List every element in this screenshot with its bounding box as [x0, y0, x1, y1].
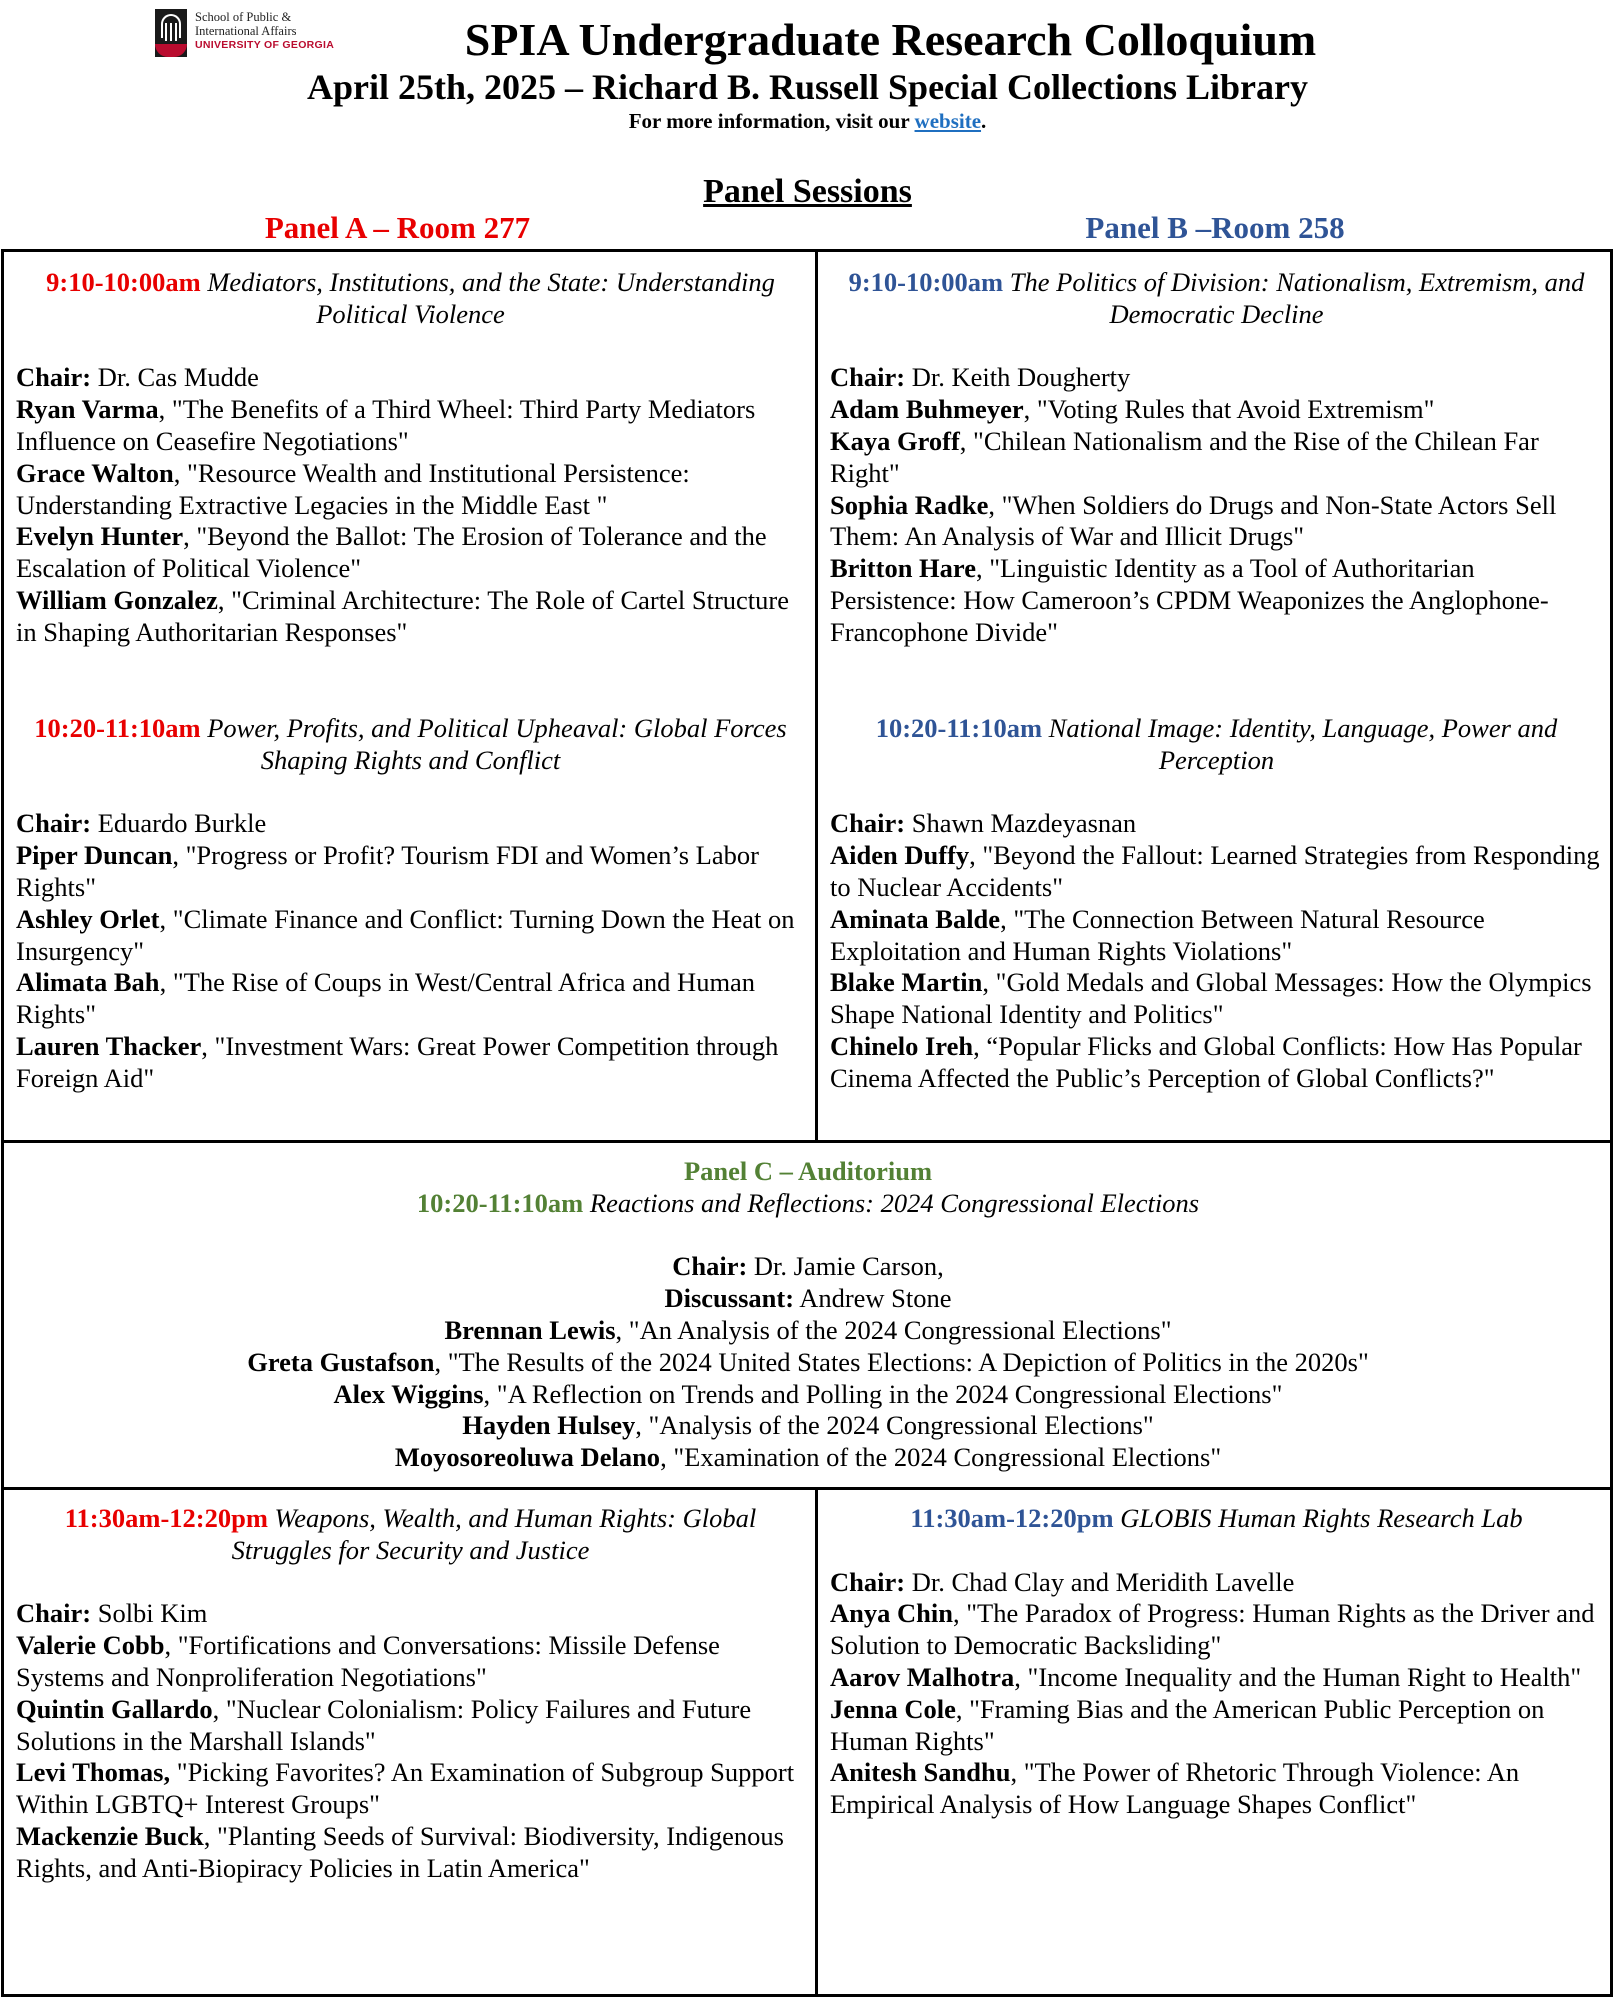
presentation-title: , "Gold Medals and Global Messages: How the Olympics Shape National Identity and Politics" — [830, 967, 1592, 1030]
presentation-title: , "Climate Finance and Conflict: Turning Down the Heat on Insurgency" — [16, 903, 795, 966]
presenter-entry — [16, 840, 805, 904]
presenter-entry — [16, 1442, 1600, 1474]
page-title-text: SPIA Undergraduate Research Colloquium — [464, 14, 1317, 65]
chair-label: Chair: — [672, 1251, 748, 1282]
session-header — [16, 1503, 805, 1567]
chair-name: Dr. Cas Mudde — [97, 362, 259, 393]
presentation-title: , "Linguistic Identity as a Tool of Authoritarian Persistence: How Cameroon’s CPDM Weaponizes the Anglophone-Francophone Divide" — [830, 553, 1549, 647]
presenter-name: Valerie Cobb — [16, 1630, 165, 1661]
presentation-title: , "Analysis of the 2024 Congressional Elections" — [635, 1410, 1154, 1441]
presenter-name: Aminata Balde — [830, 903, 1001, 934]
presentation-title: , "Planting Seeds of Survival: Biodiversity, Indigenous Rights, and Anti-Biopiracy Policies in Latin America" — [16, 1820, 784, 1883]
presenter-name: Quintin Gallardo — [16, 1693, 213, 1724]
session-topic: Weapons, Wealth, and Human Rights: Global Struggles for Security and Justice — [231, 1503, 757, 1565]
session-topic: The Politics of Division: Nationalism, Extremism, and Democratic Decline — [1009, 267, 1585, 329]
presenter-name: Ryan Varma — [16, 394, 159, 425]
presenter-entry — [830, 553, 1603, 648]
presenter-name: Evelyn Hunter — [16, 521, 184, 552]
presenter-entry — [16, 458, 805, 522]
panel-b-label: Panel B –Room 258 — [1085, 210, 1345, 245]
presenter-name: Anitesh Sandhu — [830, 1757, 1011, 1788]
presentation-title: , "The Benefits of a Third Wheel: Third Party Mediators Influence on Ceasefire Negotiations" — [16, 394, 756, 456]
more-info-period: . — [981, 109, 987, 133]
presentation-title: , "Chilean Nationalism and the Rise of the Chilean Far Right" — [830, 425, 1539, 488]
presenter-entry — [16, 904, 805, 968]
presenter-name: Hayden Hulsey — [462, 1410, 636, 1441]
chair-name: Dr. Chad Clay and Meridith Lavelle — [911, 1566, 1295, 1597]
panel-a-session-1 — [4, 267, 815, 649]
presenter-entry — [830, 1598, 1603, 1662]
presenter-name: Alex Wiggins — [333, 1378, 484, 1409]
presenter-entry — [16, 394, 805, 458]
website-link[interactable]: website — [914, 109, 982, 133]
event-date-location: April 25th, 2025 – Richard B. Russell Special Collections Library — [306, 67, 1309, 107]
presenter-name: William Gonzalez — [16, 584, 218, 615]
chair-name: Dr. Jamie Carson, — [753, 1251, 944, 1282]
presentation-title: , "Beyond the Fallout: Learned Strategies from Responding to Nuclear Accidents" — [830, 840, 1600, 902]
presentation-title: , "When Soldiers do Drugs and Non-State Actors Sell Them: An Analysis of War and Illicit Drugs" — [830, 489, 1557, 552]
logo-line-school: School of Public & — [195, 10, 292, 24]
presentation-title: , "The Connection Between Natural Resource Exploitation and Human Rights Violations" — [830, 903, 1485, 966]
page-title — [0, 14, 1615, 66]
presentation-title: , "Examination of the 2024 Congressional Elections" — [660, 1442, 1222, 1473]
session-header — [16, 1188, 1600, 1220]
grid-divider-horizontal — [4, 1487, 1610, 1490]
presenter-entry — [16, 1821, 805, 1885]
session-topic: Power, Profits, and Political Upheaval: Global Forces Shaping Rights and Conflict — [207, 713, 787, 775]
panel-b-session-2 — [818, 713, 1613, 1095]
session-topic: National Image: Identity, Language, Power and Perception — [1048, 713, 1558, 775]
panel-b-session-3 — [818, 1503, 1613, 1821]
panel-a-label: Panel A – Room 277 — [264, 210, 531, 245]
presenter-name: Jenna Cole — [830, 1693, 956, 1724]
presenter-entry — [16, 585, 805, 649]
presenter-entry — [16, 1757, 805, 1821]
chair-label: Chair: — [830, 362, 906, 393]
session-time: 11:30am-12:20pm — [64, 1503, 268, 1533]
presenter-name: Sophia Radke — [830, 489, 989, 520]
session-time: 10:20-11:10am — [416, 1187, 584, 1218]
presenter-entry — [830, 904, 1603, 968]
presentation-title: , "Progress or Profit? Tourism FDI and Women’s Labor Rights" — [16, 840, 759, 902]
logo-line-affairs: International Affairs — [195, 24, 297, 38]
presenter-entry — [16, 1379, 1600, 1411]
presenter-entry — [16, 521, 805, 585]
more-info-line — [0, 108, 1615, 134]
presentation-title: , "Framing Bias and the American Public Perception on Human Rights" — [830, 1693, 1545, 1756]
presenter-name: Aiden Duffy — [830, 840, 970, 871]
session-header — [16, 267, 805, 331]
session-topic: GLOBIS Human Rights Research Lab — [1120, 1503, 1523, 1533]
chair-name: Solbi Kim — [97, 1598, 208, 1629]
session-time: 9:10-10:00am — [848, 267, 1004, 297]
presenter-entry — [830, 1757, 1603, 1821]
presenter-name: Lauren Thacker — [16, 1030, 202, 1061]
presenter-name: Britton Hare — [830, 553, 976, 584]
presenter-entry — [830, 1662, 1603, 1694]
presenter-name: Aarov Malhotra — [830, 1661, 1015, 1692]
presentation-title: , "Voting Rules that Avoid Extremism" — [1023, 394, 1435, 425]
panel-c-label: Panel C – Auditorium — [683, 1156, 933, 1186]
presentation-title: , "The Results of the 2024 United States Elections: A Depiction of Politics in the 2020s" — [434, 1346, 1369, 1377]
chair-line — [830, 808, 1603, 840]
presentation-title: , "Investment Wars: Great Power Competition through Foreign Aid" — [16, 1030, 779, 1093]
session-topic: Reactions and Reflections: 2024 Congressional Elections — [589, 1187, 1200, 1218]
presenter-entry — [16, 1031, 805, 1095]
presentation-title: , "Nuclear Colonialism: Policy Failures and Future Solutions in the Marshall Islands" — [16, 1693, 752, 1756]
presentation-title: , "Income Inequality and the Human Right to Health" — [1014, 1661, 1582, 1692]
discussant-name: Andrew Stone — [799, 1283, 952, 1314]
chair-label: Chair: — [16, 362, 92, 393]
presenter-entry — [16, 1630, 805, 1694]
session-header — [830, 267, 1603, 331]
presenter-name: Blake Martin — [830, 967, 983, 998]
presenter-entry — [830, 394, 1603, 426]
chair-line — [830, 1567, 1603, 1599]
presenter-name: Piper Duncan — [16, 840, 173, 871]
presentation-title: , “Popular Flicks and Global Conflicts: How Has Popular Cinema Affected the Public’s Perception of Global Conflicts?" — [830, 1030, 1582, 1093]
presenter-entry — [16, 1410, 1600, 1442]
presenter-name: Moyosoreoluwa Delano — [394, 1442, 661, 1473]
presenter-entry — [830, 426, 1603, 490]
presenter-name: Adam Buhmeyer — [830, 394, 1024, 425]
session-time: 10:20-11:10am — [875, 713, 1043, 743]
discussant-label: Discussant: — [664, 1283, 795, 1314]
presentation-title: "Picking Favorites? An Examination of Subgroup Support Within LGBTQ+ Interest Groups" — [16, 1757, 795, 1820]
presenter-entry — [830, 1031, 1603, 1095]
presentation-title: , "The Rise of Coups in West/Central Africa and Human Rights" — [16, 967, 756, 1030]
session-time: 11:30am-12:20pm — [910, 1503, 1114, 1533]
presenter-name: Chinelo Ireh — [830, 1030, 974, 1061]
presenter-name: Greta Gustafson — [247, 1346, 435, 1377]
presenter-entry — [830, 490, 1603, 554]
chair-label: Chair: — [830, 808, 906, 839]
presenter-name: Levi Thomas, — [16, 1757, 171, 1788]
presenter-entry — [830, 967, 1603, 1031]
presentation-title: , "The Power of Rhetoric Through Violence: An Empirical Analysis of How Language Shapes Conflict" — [830, 1757, 1520, 1820]
session-time: 9:10-10:00am — [46, 267, 201, 297]
panel-b-session-1 — [818, 267, 1613, 649]
session-topic: Mediators, Institutions, and the State: Understanding Political Violence — [207, 267, 775, 329]
presentation-title: , "An Analysis of the 2024 Congressional Elections" — [615, 1314, 1172, 1345]
presenter-entry — [16, 1347, 1600, 1379]
chair-line — [830, 362, 1603, 394]
chair-label: Chair: — [16, 1598, 92, 1629]
presenter-entry — [830, 840, 1603, 904]
presentation-title: , "Beyond the Ballot: The Erosion of Tolerance and the Escalation of Political Violence" — [16, 521, 767, 584]
presenter-entry — [16, 1315, 1600, 1347]
grid-divider-horizontal — [4, 1140, 1610, 1143]
session-header — [830, 713, 1603, 777]
chair-name: Dr. Keith Dougherty — [911, 362, 1131, 393]
chair-name: Eduardo Burkle — [97, 808, 267, 839]
presenter-entry — [16, 967, 805, 1031]
presentation-title: , "Criminal Architecture: The Role of Cartel Structure in Shaping Authoritarian Responses" — [16, 584, 790, 647]
schedule-grid — [1, 249, 1613, 1997]
session-header — [830, 1503, 1603, 1535]
chair-name: Shawn Mazdeyasnan — [911, 808, 1137, 839]
panel-a-session-2 — [4, 713, 815, 1095]
chair-label: Chair: — [830, 1566, 906, 1597]
panel-sessions-heading: Panel Sessions — [703, 173, 912, 210]
presenter-name: Brennan Lewis — [444, 1314, 616, 1345]
presenter-entry — [830, 1694, 1603, 1758]
presenter-name: Anya Chin — [830, 1598, 953, 1629]
presentation-title: , "Fortifications and Conversations: Missile Defense Systems and Nonproliferation Negotiations" — [16, 1630, 720, 1692]
chair-label: Chair: — [16, 808, 92, 839]
presenter-name: Mackenzie Buck — [16, 1820, 204, 1851]
presentation-title: , "Resource Wealth and Institutional Persistence: Understanding Extractive Legacies in the Middle East " — [16, 457, 690, 520]
presenter-name: Alimata Bah — [16, 967, 160, 998]
more-info-text: For more information, visit our — [628, 109, 915, 133]
panel-c-session — [4, 1156, 1610, 1474]
presentation-title: , "A Reflection on Trends and Polling in the 2024 Congressional Elections" — [483, 1378, 1283, 1409]
session-header — [16, 713, 805, 777]
chair-line — [16, 362, 805, 394]
presenter-name: Ashley Orlet — [16, 903, 160, 934]
presenter-name: Kaya Groff — [830, 425, 960, 456]
chair-line — [16, 1251, 1600, 1283]
panel-a-session-3 — [4, 1503, 815, 1885]
chair-line — [16, 1598, 805, 1630]
presenter-entry — [16, 1694, 805, 1758]
chair-line — [16, 808, 805, 840]
logo-line-university: UNIVERSITY OF GEORGIA — [195, 39, 335, 51]
presentation-title: , "The Paradox of Progress: Human Rights as the Driver and Solution to Democratic Backsliding" — [830, 1598, 1595, 1661]
discussant-line — [16, 1283, 1600, 1315]
presenter-name: Grace Walton — [16, 457, 174, 488]
session-time: 10:20-11:10am — [34, 713, 201, 743]
